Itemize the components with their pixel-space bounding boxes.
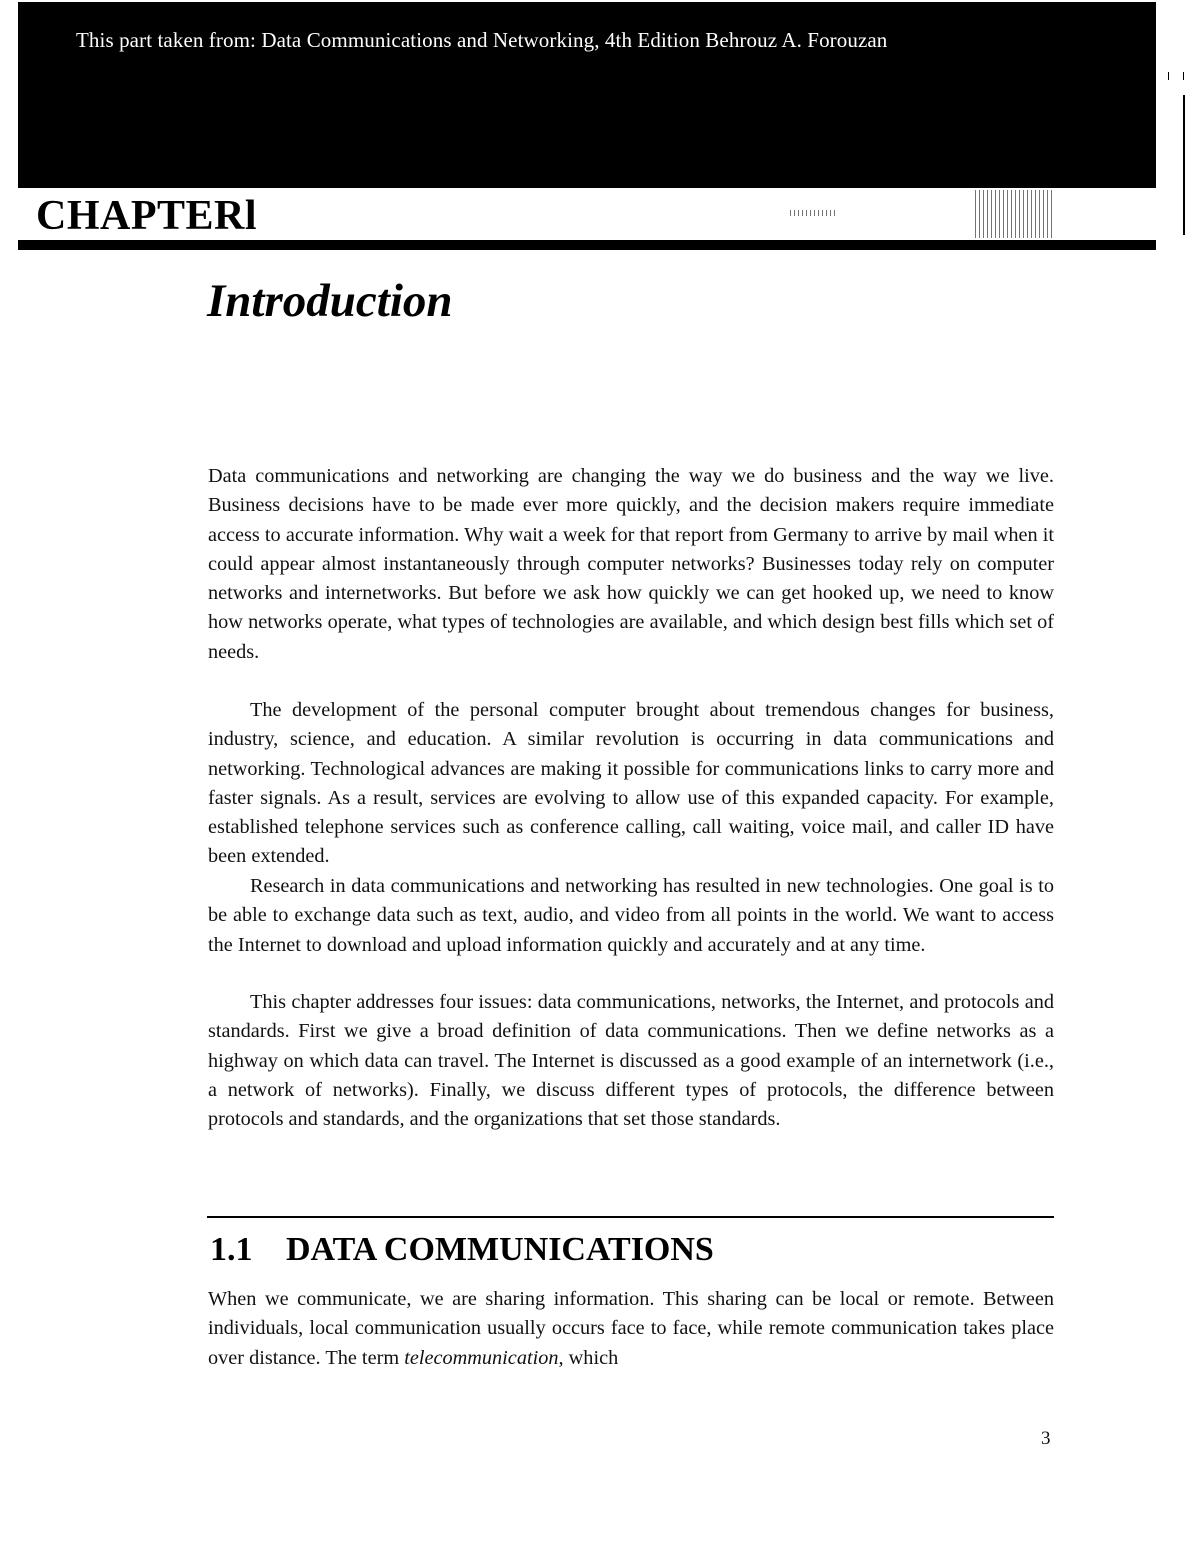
chapter-rule (18, 240, 1156, 250)
page-number: 3 (1041, 1428, 1051, 1449)
paragraph: This chapter addresses four issues: data communications, networks, the Internet, and protocols and standards. First we give a broad definition of data communications. Then we define networks as a highway on which data can travel. The Internet is discussed as a good example of an internetwork (i.e., a network of networks). Finally, we discuss different types of protocols, the difference between protocols and standards, and the organizations that set those standards. (208, 991, 1054, 1131)
paragraph: The development of the personal computer brought about tremendous changes for business, industry, science, and education. A similar revolution is occurring in data communications and networking. Technological advances are making it possible for communications links to carry more and faster signals. As a result, services are evolving to allow use of this expanded capacity. For example, established telephone services such as conference calling, call waiting, voice mail, and caller ID have been extended. (208, 699, 1054, 868)
section-intro-paragraph (208, 1285, 1054, 1373)
chapter-title: Introduction (207, 275, 453, 327)
scan-noise (975, 190, 1053, 238)
emphasized-term: telecommunication, (404, 1346, 564, 1369)
source-note: This part taken from: Data Communications and Networking, 4th Edition Behrouz A. Forouzan (76, 28, 888, 52)
section-rule (207, 1216, 1054, 1218)
paragraph: Data communications and networking are changing the way we do business and the way we live. Business decisions have to be made ever more quickly, and the decision makers require immediate access to accurate information. Why wait a week for that report from Germany to arrive by mail when it could appear almost instantaneously through computer networks? Businesses today rely on computer networks and internetworks. But before we ask how quickly we can get hooked up, we need to know how networks operate, what types of technologies are available, and which design best fills which set of needs. (208, 465, 1054, 663)
section-title: DATA COMMUNICATIONS (286, 1231, 714, 1268)
section-intro-text: When we communicate, we are sharing information. This sharing can be local or remote. Between individuals, local communication usually occurs face to face, while remote communication takes place over distance. The term (208, 1288, 1054, 1369)
section-heading (210, 1231, 714, 1269)
scan-noise (790, 210, 835, 216)
scan-edge-mark (1183, 95, 1185, 235)
paragraph: Research in data communications and networking has resulted in new technologies. One goal is to be able to exchange data such as text, audio, and video from all points in the world. We want to access the Internet to download and upload information quickly and accurately and at any time. (208, 875, 1054, 956)
scan-mark (1183, 72, 1184, 80)
chapter-label: CHAPTERl (36, 193, 258, 239)
section-number: 1.1 (210, 1231, 253, 1268)
section-intro-tail: which (568, 1346, 619, 1369)
scan-mark (1168, 72, 1169, 80)
